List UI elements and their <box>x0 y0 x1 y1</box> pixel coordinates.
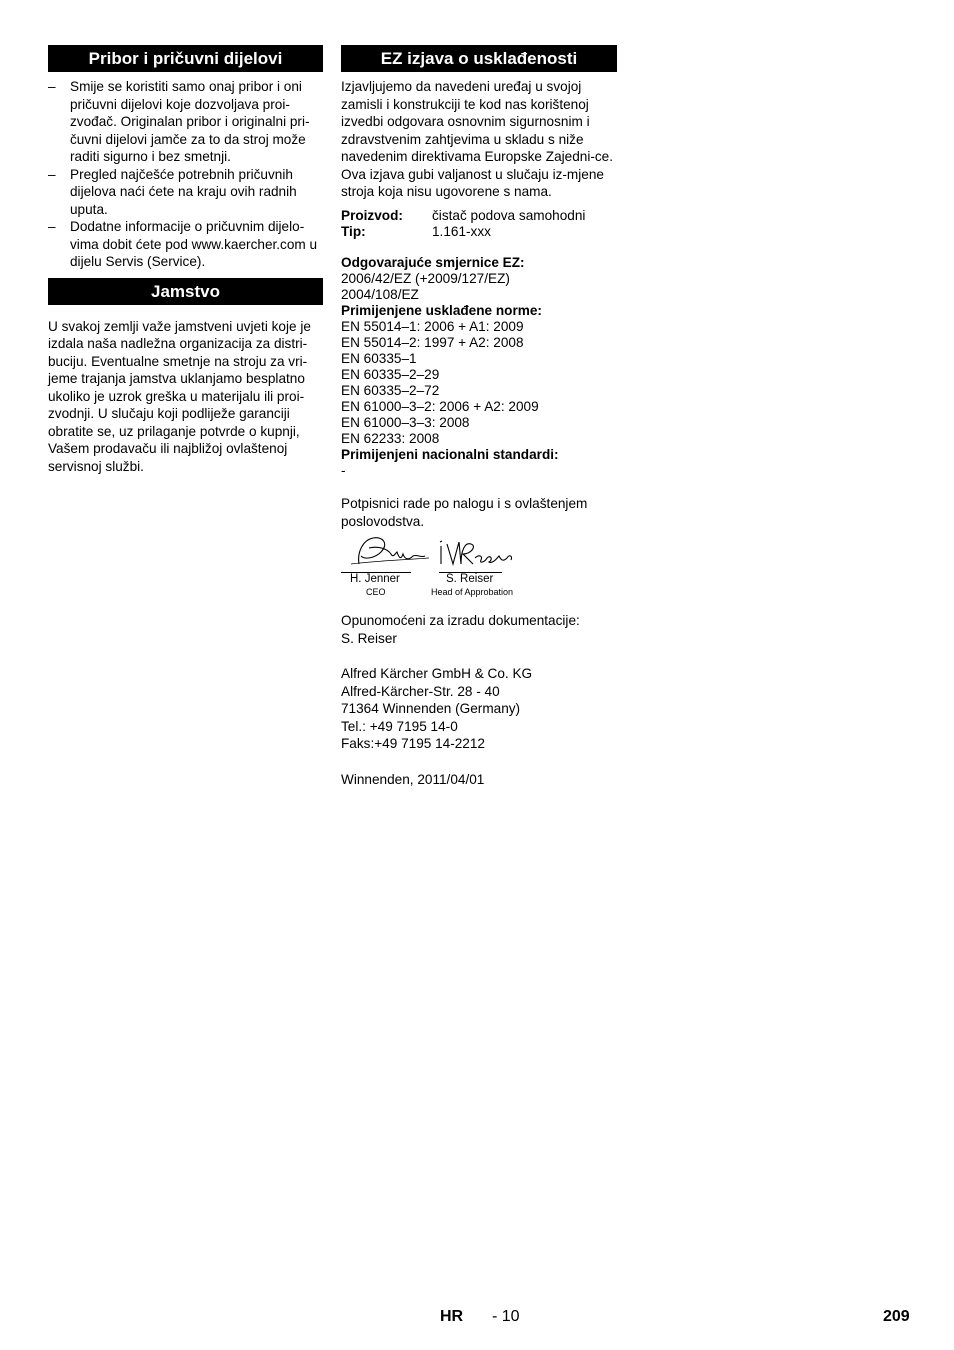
footer-section-page: - 10 <box>492 1308 520 1325</box>
address-line: Alfred Kärcher GmbH & Co. KG <box>341 666 533 681</box>
list-item: – Dodatne informacije o pričuvnim dijelo-vima dobit ćete pod www.kaercher.com u dijelu Servis (Service). <box>48 219 318 269</box>
list-item: – Pregled najčešće potrebnih pričuvnih dijelova naći ćete na kraju ovih radnih uputa. <box>48 166 297 217</box>
signatory-role: CEO <box>366 587 386 597</box>
national-standards-value: - <box>341 463 346 478</box>
list-item: – Smije se koristiti samo onaj pribor i oni pričuvni dijelovi koje dozvoljava proi-zvođač. Originalan pribor i originalni pri-čuvni dijelovi jamče za to da stroj može raditi sigurno i bez smetnji. <box>48 79 310 164</box>
directive-item: 2004/108/EZ <box>341 287 419 302</box>
accessories-heading: Pribor i pričuvni dijelovi <box>48 45 323 72</box>
directives-label: Odgovarajuće smjernice EZ: <box>341 255 525 270</box>
norm-item: EN 60335–2–72 <box>341 383 440 398</box>
norm-item: EN 55014–2: 1997 + A2: 2008 <box>341 335 524 350</box>
left-column <box>48 45 323 475</box>
product-block <box>341 207 617 240</box>
signatory-name: H. Jenner <box>350 573 400 585</box>
place-date: Winnenden, 2011/04/01 <box>341 771 485 787</box>
address-line: Tel.: +49 7195 14-0 <box>341 718 458 734</box>
warranty-text: U svakoj zemlji važe jamstveni uvjeti koje je izdala naša nadležna organizacija za distri-buciju. Eventualne smetnje na stroju za vri-jeme trajanja jamstva uklanjamo besplatno ukoliko je uzrok greška u materijalu ili proi-zvodnji. U slučaju koji podliježe garanciji obratite se, uz prilaganje potvrde o kupnji, Vašem prodavaču ili najbližoj ovlaštenoj servisnoj službi. <box>48 318 311 474</box>
ec-declaration-heading: EZ izjava o usklađenosti <box>341 45 617 72</box>
compliance-block <box>341 255 617 479</box>
warranty-heading: Jamstvo <box>48 278 323 305</box>
norm-item: EN 55014–1: 2006 + A1: 2009 <box>341 319 524 334</box>
handwritten-signature-jenner <box>343 534 433 570</box>
norms-label: Primijenjene usklađene norme: <box>341 303 542 318</box>
declaration-intro: Izjavljujemo da navedeni uređaj u svojoj zamisli i konstrukciji te kod nas korištenoj izvedbi odgovara osnovnim sigurnosnim i zdravstvenim zahtjevima u skladu s niže navedenim direktivama Europske Zajedni-ce. Ova izjava gubi valjanost u slučaju iz-mjene stroja koja nisu ugovorene s nama. <box>341 79 614 199</box>
footer-page-number: 209 <box>883 1308 910 1325</box>
doc-authorized-label: Opunomoćeni za izradu dokumentacije: <box>341 613 580 628</box>
norm-item: EN 60335–2–29 <box>341 367 440 382</box>
address-line: 71364 Winnenden (Germany) <box>341 701 521 716</box>
right-column <box>341 45 617 788</box>
norm-item: EN 62233: 2008 <box>341 431 440 446</box>
product-row: Proizvod: čistač podova samohodni <box>341 207 586 223</box>
address-line: Alfred-Kärcher-Str. 28 - 40 <box>341 683 500 699</box>
footer-language: HR <box>440 1308 464 1325</box>
norm-item: EN 60335–1 <box>341 351 417 366</box>
norm-item: EN 61000–3–2: 2006 + A2: 2009 <box>341 399 539 414</box>
national-standards-label: Primijenjeni nacionalni standardi: <box>341 447 559 462</box>
signatories-text: Potpisnici rade po nalogu i s ovlaštenjem poslovodstva. <box>341 496 588 529</box>
handwritten-signature-reiser <box>437 536 517 570</box>
doc-authorized-name: S. Reiser <box>341 630 397 646</box>
signatures <box>341 538 617 612</box>
directive-item: 2006/42/EZ (+2009/127/EZ) <box>341 271 510 286</box>
address-line: Faks:+49 7195 14-2212 <box>341 736 485 751</box>
signatory-name: S. Reiser <box>446 573 494 585</box>
company-address <box>341 665 617 753</box>
accessories-list <box>48 78 323 271</box>
signatory-role: Head of Approbation <box>431 587 514 597</box>
norm-item: EN 61000–3–3: 2008 <box>341 415 470 430</box>
type-row: Tip: 1.161-xxx <box>341 224 491 239</box>
